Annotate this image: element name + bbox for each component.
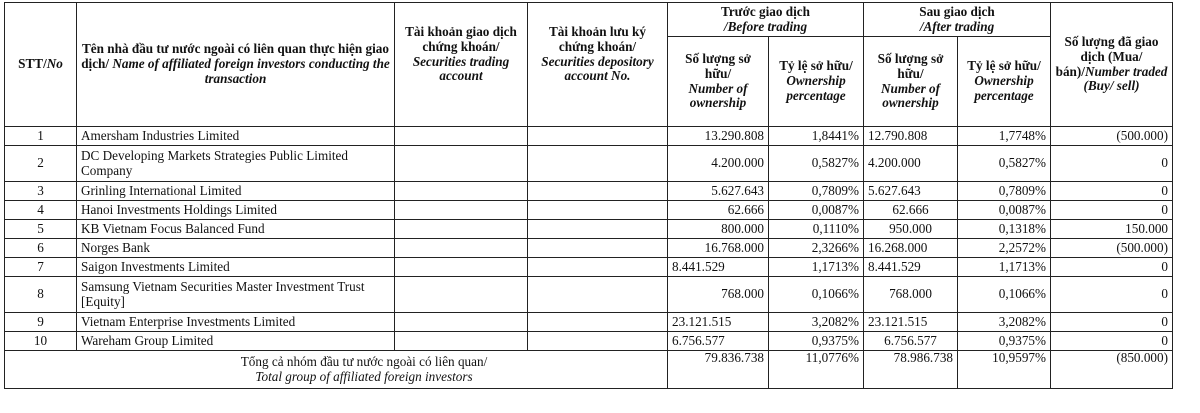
row-after-qty: 950.000 [864, 220, 958, 239]
row-before-pct: 0,9375% [769, 332, 864, 351]
row-depository-account [528, 277, 668, 313]
row-after-pct: 1,7748% [958, 127, 1051, 146]
header-before-pct-vi: Tỷ lệ sở hữu/ [779, 58, 853, 74]
row-no: 4 [5, 201, 77, 220]
header-trading-account-vi: Tài khoản giao dịch chứng khoán/ [405, 23, 517, 54]
row-before-pct: 0,5827% [769, 146, 864, 182]
row-traded: 0 [1051, 201, 1173, 220]
row-traded: 0 [1051, 277, 1173, 313]
row-before-qty: 62.666 [668, 201, 769, 220]
table-row [5, 201, 1173, 220]
header-depository-account [528, 3, 668, 127]
table-row [5, 127, 1173, 146]
header-investor-vi: Tên nhà đầu tư nước ngoài có liên quan thực hiện giao dịch/ [81, 41, 389, 72]
header-depository-en: Securities depository account No. [541, 53, 654, 84]
header-before-qty-vi: Số lượng sở hữu/ [685, 50, 751, 81]
total-label [5, 351, 668, 389]
row-before-pct: 3,2082% [769, 313, 864, 332]
row-investor-name: DC Developing Markets Strategies Public Limited Company [77, 146, 395, 182]
header-trading-account [395, 3, 528, 127]
row-trading-account [395, 220, 528, 239]
total-before-qty: 79.836.738 [668, 351, 769, 389]
header-after-pct [958, 37, 1051, 127]
row-no: 7 [5, 258, 77, 277]
table-row [5, 220, 1173, 239]
header-after-qty-vi: Số lượng sở hữu/ [877, 50, 944, 81]
total-after-pct: 10,9597% [958, 351, 1051, 389]
row-depository-account [528, 127, 668, 146]
header-before-qty-en: Number of ownership [688, 80, 748, 111]
total-label-en: Total group of affiliated foreign investors [255, 368, 473, 384]
header-investor-name [77, 3, 395, 127]
row-before-pct: 0,1110% [769, 220, 864, 239]
header-after-pct-en: Ownership percentage [974, 73, 1034, 103]
row-traded: (500.000) [1051, 127, 1173, 146]
row-before-qty: 5.627.643 [668, 182, 769, 201]
row-before-qty: 8.441.529 [668, 258, 769, 277]
table-row [5, 258, 1173, 277]
row-investor-name: Grinling International Limited [77, 182, 395, 201]
header-traded-en: Number traded (Buy/ sell) [1083, 63, 1168, 94]
row-trading-account [395, 258, 528, 277]
row-before-pct: 0,1066% [769, 277, 864, 313]
row-before-qty: 16.768.000 [668, 239, 769, 258]
header-before-trading [668, 3, 864, 37]
row-depository-account [528, 182, 668, 201]
row-investor-name: Samsung Vietnam Securities Master Investment Trust [Equity] [77, 277, 395, 313]
header-after-qty-en: Number of ownership [881, 80, 940, 111]
row-no: 2 [5, 146, 77, 182]
row-trading-account [395, 201, 528, 220]
row-depository-account [528, 201, 668, 220]
header-before-qty [668, 37, 769, 127]
row-after-qty: 4.200.000 [864, 146, 958, 182]
row-after-pct: 0,1066% [958, 277, 1051, 313]
row-before-pct: 2,3266% [769, 239, 864, 258]
row-investor-name: Hanoi Investments Holdings Limited [77, 201, 395, 220]
affiliated-investors-table [4, 2, 1173, 389]
header-after-vi: Sau giao dịch [919, 3, 995, 19]
row-after-qty: 12.790.808 [864, 127, 958, 146]
header-number-traded [1051, 3, 1173, 127]
row-traded: 0 [1051, 332, 1173, 351]
row-depository-account [528, 332, 668, 351]
row-traded: 0 [1051, 146, 1173, 182]
row-trading-account [395, 146, 528, 182]
table-row [5, 146, 1173, 182]
row-trading-account [395, 277, 528, 313]
row-no: 9 [5, 313, 77, 332]
header-before-vi: Trước giao dịch [721, 3, 810, 19]
row-traded: (500.000) [1051, 239, 1173, 258]
row-after-qty: 768.000 [864, 277, 958, 313]
total-label-vi: Tổng cả nhóm đầu tư nước ngoài có liên quan/ [240, 353, 488, 369]
header-depository-vi: Tài khoản lưu ký chứng khoán/ [549, 23, 646, 54]
row-investor-name: Wareham Group Limited [77, 332, 395, 351]
row-after-qty: 23.121.515 [864, 313, 958, 332]
row-no: 5 [5, 220, 77, 239]
row-after-pct: 0,0087% [958, 201, 1051, 220]
row-before-pct: 1,1713% [769, 258, 864, 277]
header-trading-account-en: Securities trading account [412, 53, 510, 84]
row-before-pct: 0,0087% [769, 201, 864, 220]
row-after-pct: 0,5827% [958, 146, 1051, 182]
table-row [5, 239, 1173, 258]
row-before-qty: 768.000 [668, 277, 769, 313]
row-trading-account [395, 239, 528, 258]
row-after-pct: 1,1713% [958, 258, 1051, 277]
row-trading-account [395, 332, 528, 351]
header-after-en: /After trading [919, 18, 995, 34]
header-after-qty [864, 37, 958, 127]
table-row [5, 313, 1173, 332]
row-no: 6 [5, 239, 77, 258]
row-before-pct: 1,8441% [769, 127, 864, 146]
row-trading-account [395, 127, 528, 146]
row-before-qty: 6.756.577 [668, 332, 769, 351]
header-stt [5, 3, 77, 127]
total-traded: (850.000) [1051, 351, 1173, 389]
row-after-pct: 2,2572% [958, 239, 1051, 258]
row-no: 1 [5, 127, 77, 146]
header-before-en: /Before trading [723, 18, 808, 34]
header-before-pct-en: Ownership percentage [786, 73, 846, 103]
row-no: 3 [5, 182, 77, 201]
row-trading-account [395, 313, 528, 332]
row-after-pct: 0,7809% [958, 182, 1051, 201]
total-before-pct: 11,0776% [769, 351, 864, 389]
row-investor-name: KB Vietnam Focus Balanced Fund [77, 220, 395, 239]
row-depository-account [528, 313, 668, 332]
row-after-qty: 8.441.529 [864, 258, 958, 277]
header-stt-vi: STT/ [18, 56, 47, 72]
row-after-qty: 16.268.000 [864, 239, 958, 258]
total-after-qty: 78.986.738 [864, 351, 958, 389]
row-after-qty: 6.756.577 [864, 332, 958, 351]
table-row [5, 277, 1173, 313]
row-trading-account [395, 182, 528, 201]
header-after-pct-vi: Tỷ lệ sở hữu/ [967, 58, 1041, 74]
row-after-pct: 0,1318% [958, 220, 1051, 239]
row-investor-name: Norges Bank [77, 239, 395, 258]
row-before-qty: 13.290.808 [668, 127, 769, 146]
row-no: 10 [5, 332, 77, 351]
header-investor-en: Name of affiliated foreign investors conducting the transaction [112, 56, 390, 86]
row-before-qty: 4.200.000 [668, 146, 769, 182]
row-before-qty: 23.121.515 [668, 313, 769, 332]
total-row [5, 351, 1173, 389]
row-traded: 0 [1051, 182, 1173, 201]
row-depository-account [528, 146, 668, 182]
row-depository-account [528, 239, 668, 258]
header-stt-en: No [46, 56, 63, 72]
row-investor-name: Saigon Investments Limited [77, 258, 395, 277]
row-after-pct: 3,2082% [958, 313, 1051, 332]
row-before-qty: 800.000 [668, 220, 769, 239]
row-after-qty: 62.666 [864, 201, 958, 220]
row-after-pct: 0,9375% [958, 332, 1051, 351]
header-traded-vi: Số lượng đã giao dịch (Mua/ bán)/ [1055, 33, 1159, 79]
row-no: 8 [5, 277, 77, 313]
row-depository-account [528, 220, 668, 239]
row-traded: 150.000 [1051, 220, 1173, 239]
header-after-trading [864, 3, 1051, 37]
document-page [4, 2, 1173, 389]
table-row [5, 182, 1173, 201]
row-depository-account [528, 258, 668, 277]
row-traded: 0 [1051, 258, 1173, 277]
row-investor-name: Vietnam Enterprise Investments Limited [77, 313, 395, 332]
row-traded: 0 [1051, 313, 1173, 332]
table-row [5, 332, 1173, 351]
row-investor-name: Amersham Industries Limited [77, 127, 395, 146]
row-before-pct: 0,7809% [769, 182, 864, 201]
header-before-pct [769, 37, 864, 127]
row-after-qty: 5.627.643 [864, 182, 958, 201]
